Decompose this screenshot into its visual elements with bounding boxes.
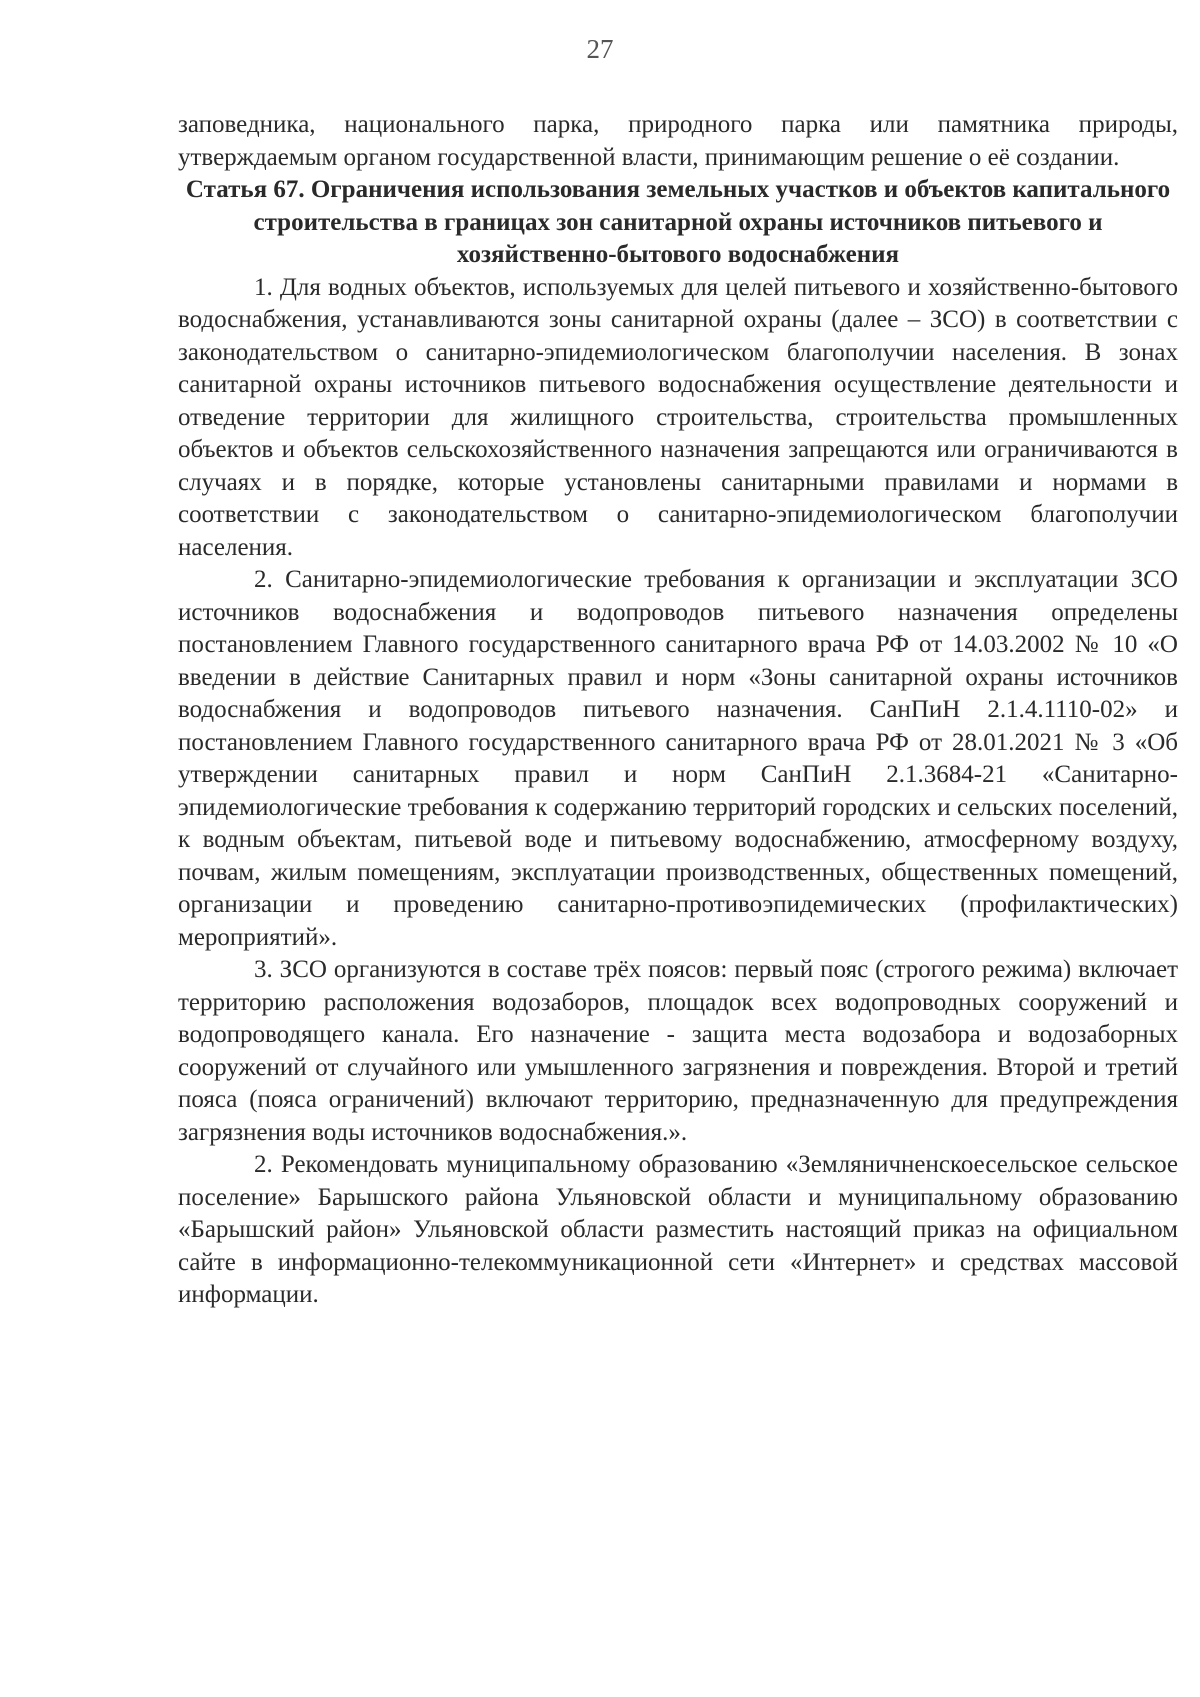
document-body xyxy=(178,109,1178,1312)
page-number: 27 xyxy=(586,34,614,64)
intro-paragraph: заповедника, национального парка, природного парка или памятника природы, утверждаемым органом государственной власти, принимающим решение о её создании. xyxy=(178,111,1178,171)
article-heading: Статья 67. Ограничения использования земельных участков и объектов капитального строительства в границах зон санитарной охраны источников питьевого и хозяйственно-бытового водоснабжения xyxy=(185,176,1171,268)
paragraph-1: 1. Для водных объектов, используемых для целей питьевого и хозяйственно-бытового водоснабжения, устанавливаются зоны санитарной охраны (далее – ЗСО) в соответствии с законодательством о санитарно-эпидемиологическом благополучии населения. В зонах санитарной охраны источников питьевого водоснабжения осуществление деятельности и отведение территории для жилищного строительства, строительства промышленных объектов и объектов сельскохозяйственного назначения запрещаются или ограничиваются в случаях и в порядке, которые установлены санитарными правилами и нормами в соответствии с законодательством о санитарно-эпидемиологическом благополучии населения. xyxy=(178,273,1178,561)
paragraph-2: 2. Санитарно-эпидемиологические требования к организации и эксплуатации ЗСО источников водоснабжения и водопроводов питьевого назначения определены постановлением Главного государственного санитарного врача РФ от 14.03.2002 № 10 «О введении в действие Санитарных правил и норм «Зоны санитарной охраны источников водоснабжения и водопроводов питьевого назначения. СанПиН 2.1.4.1110-02» и постановлением Главного государственного санитарного врача РФ от 28.01.2021 № 3 «Об утверждении санитарных правил и норм СанПиН 2.1.3684-21 «Санитарно-эпидемиологические требования к содержанию территорий городских и сельских поселений, к водным объектам, питьевой воде и питьевому водоснабжению, атмосферному воздуху, почвам, жилым помещениям, эксплуатации производственных, общественных помещений, организации и проведению санитарно-противоэпидемических (профилактических) мероприятий». xyxy=(178,566,1178,951)
paragraph-4: 2. Рекомендовать муниципальному образованию «Земляничненскоесельское сельское поселение» Барышского района Ульяновской области и муниципальному образованию «Барышский район» Ульяновской области разместить настоящий приказ на официальном сайте в информационно-телекоммуникационной сети «Интернет» и средствах массовой информации. xyxy=(178,1151,1178,1308)
paragraph-3: 3. ЗСО организуются в составе трёх поясов: первый пояс (строгого режима) включает территорию расположения водозаборов, площадок всех водопроводных сооружений и водопроводящего канала. Его назначение - защита места водозабора и водозаборных сооружений от случайного или умышленного загрязнения и повреждения. Второй и третий пояса (пояса ограничений) включают территорию, предназначенную для предупреждения загрязнения воды источников водоснабжения.». xyxy=(178,956,1178,1146)
